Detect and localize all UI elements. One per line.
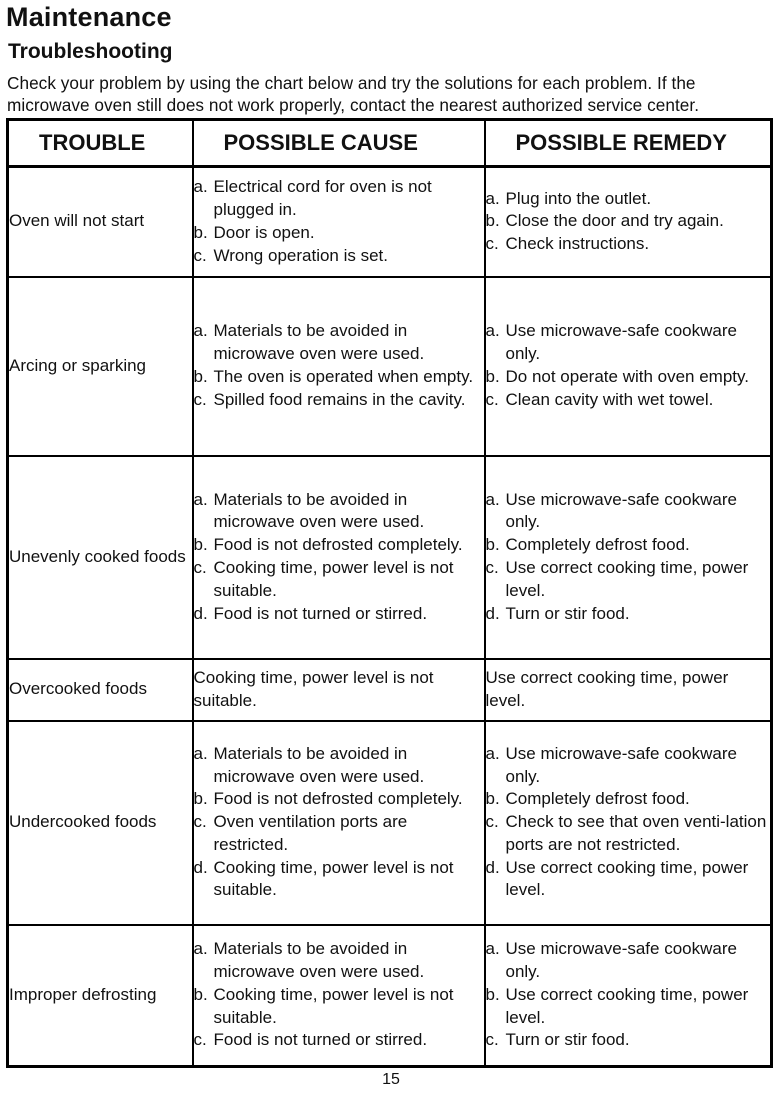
- list-item: [486, 366, 771, 389]
- cause-cell: [193, 456, 485, 659]
- remedy-list: [486, 489, 771, 626]
- item-text: Cooking time, power level is not suitable.: [213, 857, 454, 900]
- item-letter: b.: [193, 535, 208, 555]
- trouble-cell: Improper defrosting: [8, 925, 193, 1067]
- cause-list: [194, 489, 484, 626]
- item-text: Materials to be avoided in microwave oven were used.: [213, 743, 425, 786]
- item-text: Completely defrost food.: [505, 535, 690, 555]
- item-letter: a.: [193, 177, 208, 197]
- list-item: [194, 557, 484, 603]
- item-text: Wrong operation is set.: [213, 245, 388, 265]
- remedy-cell: [485, 277, 772, 456]
- list-item: [194, 320, 484, 366]
- list-item: [486, 233, 771, 256]
- item-letter: d.: [193, 857, 208, 877]
- cause-text: Cooking time, power level is not suitable.: [193, 667, 434, 710]
- table-header-row: [8, 120, 772, 167]
- trouble-cell: Overcooked foods: [8, 659, 193, 721]
- item-letter: b.: [193, 222, 208, 242]
- list-item: [194, 811, 484, 857]
- table-row: [8, 925, 772, 1067]
- item-text: Plug into the outlet.: [505, 188, 652, 208]
- remedy-list: [486, 938, 771, 1052]
- table-row: [8, 167, 772, 277]
- table-row: [8, 721, 772, 925]
- item-letter: b.: [193, 367, 208, 386]
- cause-list: [194, 320, 484, 411]
- list-item: [194, 489, 484, 535]
- list-item: [194, 984, 484, 1030]
- list-item: [486, 603, 771, 626]
- item-text: Materials to be avoided in microwave oven were used.: [213, 939, 425, 982]
- cause-list: [194, 743, 484, 903]
- item-text: Turn or stir food.: [505, 603, 630, 623]
- table-row: [8, 659, 772, 721]
- item-text: Food is not defrosted completely.: [213, 535, 463, 555]
- list-item: [486, 788, 771, 811]
- remedy-cell: [485, 925, 772, 1067]
- item-letter: c.: [193, 245, 207, 265]
- item-letter: b.: [193, 789, 208, 809]
- item-letter: a.: [485, 188, 500, 208]
- remedy-list: [486, 743, 771, 903]
- item-text: Use correct cooking time, power level.: [505, 857, 749, 900]
- item-letter: d.: [485, 603, 500, 623]
- list-item: [486, 857, 771, 903]
- item-letter: a.: [485, 489, 500, 509]
- item-text: Food is not turned or stirred.: [213, 1030, 428, 1050]
- page-number: 15: [382, 1071, 400, 1088]
- list-item: [486, 188, 771, 211]
- item-text: Turn or stir food.: [505, 1030, 630, 1050]
- table-body: [8, 167, 772, 1067]
- trouble-cell: Arcing or sparking: [8, 277, 193, 456]
- cause-cell: [193, 721, 485, 925]
- list-item: [486, 389, 771, 412]
- item-letter: c.: [193, 1030, 207, 1050]
- list-item: [486, 210, 771, 233]
- item-text: Use microwave-safe cookware only.: [505, 321, 737, 364]
- item-letter: c.: [193, 389, 207, 409]
- item-text: Close the door and try again.: [505, 211, 724, 231]
- item-text: Cooking time, power level is not suitable.: [213, 558, 454, 600]
- item-letter: a.: [193, 743, 208, 763]
- item-text: Use microwave-safe cookware only.: [505, 743, 737, 786]
- item-letter: c.: [485, 389, 499, 409]
- item-letter: c.: [485, 234, 499, 254]
- item-text: Use microwave-safe cookware only.: [505, 489, 737, 532]
- header-trouble: TROUBLE: [8, 120, 193, 167]
- item-text: Use microwave-safe cookware only.: [505, 939, 737, 982]
- list-item: [486, 534, 771, 557]
- item-text: Check to see that oven venti-lation ports are not restricted.: [505, 812, 767, 854]
- item-text: Materials to be avoided in microwave oven were used.: [213, 489, 425, 532]
- item-letter: a.: [485, 321, 500, 341]
- item-letter: c.: [193, 558, 207, 577]
- item-text: Cooking time, power level is not suitable.: [213, 984, 454, 1027]
- item-letter: b.: [193, 984, 208, 1004]
- item-letter: a.: [193, 489, 208, 509]
- item-letter: d.: [193, 603, 208, 623]
- item-letter: d.: [485, 857, 500, 877]
- intro-paragraph: Check your problem by using the chart below and try the solutions for each problem. If the microwave oven still does not work properly, contact the nearest authorized service center.: [7, 73, 700, 115]
- item-text: Door is open.: [213, 222, 315, 242]
- trouble-cell: Undercooked foods: [8, 721, 193, 925]
- remedy-cell: [485, 659, 772, 721]
- remedy-list: [486, 188, 771, 256]
- item-letter: b.: [485, 211, 500, 231]
- list-item: [194, 222, 484, 245]
- trouble-cell: Oven will not start: [8, 167, 193, 277]
- header-possible-remedy: POSSIBLE REMEDY: [485, 120, 772, 167]
- item-letter: b.: [485, 984, 500, 1004]
- item-text: Use correct cooking time, power level.: [505, 558, 749, 600]
- list-item: [194, 603, 484, 626]
- list-item: [486, 557, 771, 603]
- page-title: Maintenance: [6, 2, 172, 32]
- item-text: Oven ventilation ports are restricted.: [213, 812, 408, 854]
- remedy-cell: [485, 721, 772, 925]
- cause-cell: [193, 925, 485, 1067]
- list-item: [194, 938, 484, 984]
- item-letter: a.: [485, 743, 500, 763]
- item-text: Electrical cord for oven is not plugged in.: [213, 177, 432, 219]
- table-row: [8, 456, 772, 659]
- item-text: Clean cavity with wet towel.: [505, 389, 714, 409]
- table-row: [8, 277, 772, 456]
- item-letter: b.: [485, 789, 500, 809]
- item-letter: c.: [485, 812, 499, 832]
- list-item: [194, 176, 484, 222]
- item-text: The oven is operated when empty.: [213, 367, 474, 386]
- list-item: [194, 857, 484, 903]
- list-item: [486, 489, 771, 535]
- list-item: [194, 389, 484, 412]
- list-item: [486, 1029, 771, 1052]
- item-letter: a.: [193, 939, 208, 959]
- item-letter: b.: [485, 367, 500, 386]
- cause-cell: [193, 167, 485, 277]
- item-letter: c.: [485, 1030, 499, 1050]
- cause-list: [194, 176, 484, 267]
- list-item: [194, 743, 484, 789]
- item-letter: c.: [193, 812, 207, 832]
- list-item: [194, 366, 484, 389]
- list-item: [486, 811, 771, 857]
- item-text: Food is not defrosted completely.: [213, 789, 463, 809]
- item-letter: c.: [485, 558, 499, 577]
- item-letter: b.: [485, 535, 500, 555]
- list-item: [486, 938, 771, 984]
- remedy-list: [486, 320, 771, 411]
- item-letter: a.: [485, 939, 500, 959]
- list-item: [486, 743, 771, 789]
- item-letter: a.: [193, 321, 208, 341]
- cause-cell: [193, 277, 485, 456]
- item-text: Check instructions.: [505, 234, 650, 254]
- list-item: [194, 534, 484, 557]
- cause-cell: [193, 659, 485, 721]
- section-title: Troubleshooting: [8, 40, 173, 63]
- cause-list: [194, 938, 484, 1052]
- list-item: [486, 320, 771, 366]
- item-text: Do not operate with oven empty.: [505, 367, 749, 386]
- list-item: [194, 245, 484, 268]
- list-item: [194, 1029, 484, 1052]
- troubleshooting-table: [6, 118, 773, 1068]
- remedy-cell: [485, 456, 772, 659]
- item-text: Food is not turned or stirred.: [213, 603, 428, 623]
- remedy-text: Use correct cooking time, power level.: [485, 667, 729, 710]
- list-item: [194, 788, 484, 811]
- item-text: Spilled food remains in the cavity.: [213, 389, 466, 409]
- list-item: [486, 984, 771, 1030]
- trouble-cell: Unevenly cooked foods: [8, 456, 193, 659]
- item-text: Materials to be avoided in microwave oven were used.: [213, 321, 425, 364]
- header-possible-cause: POSSIBLE CAUSE: [193, 120, 485, 167]
- remedy-cell: [485, 167, 772, 277]
- item-text: Use correct cooking time, power level.: [505, 984, 749, 1027]
- item-text: Completely defrost food.: [505, 789, 690, 809]
